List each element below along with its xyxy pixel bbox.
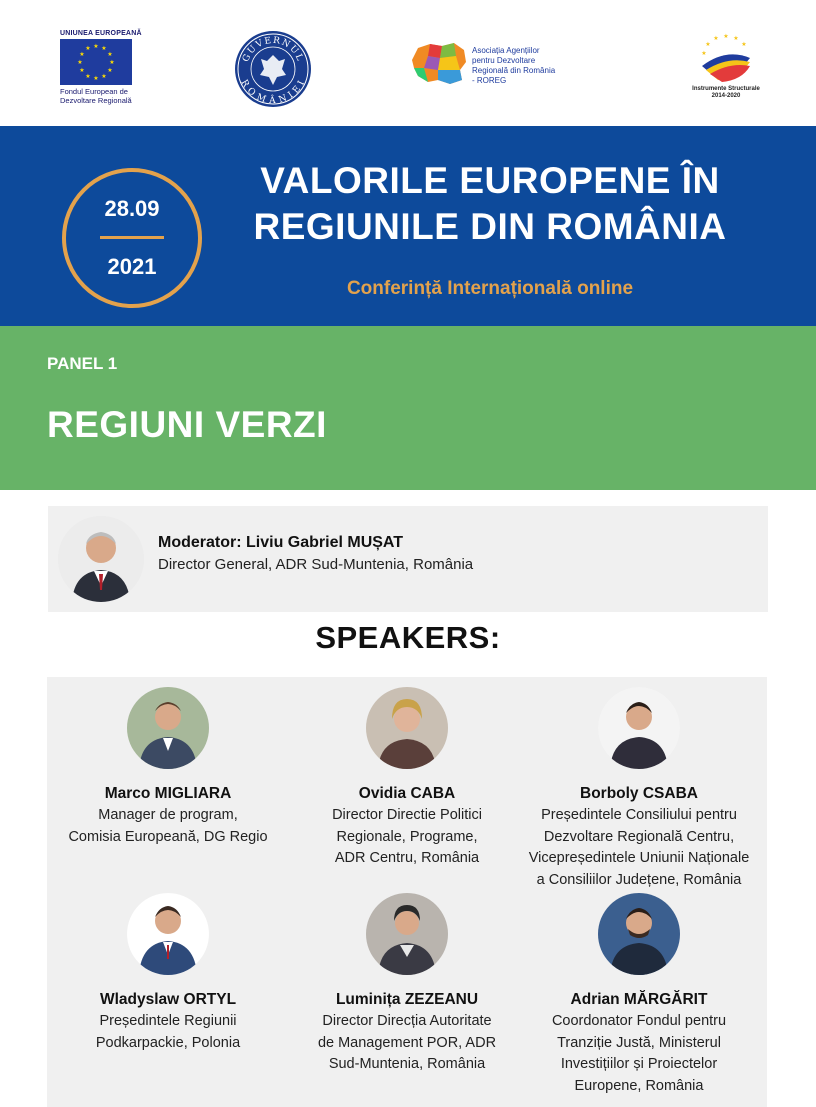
speaker-name: Wladyslaw ORTYL: [99, 991, 237, 1008]
speaker-avatar: [366, 687, 448, 769]
speaker-name: Ovidia CABA: [358, 785, 456, 802]
speaker-name: Adrian MĂRGĂRIT: [570, 991, 708, 1008]
date-badge: [62, 168, 202, 308]
svg-text:★: ★: [705, 41, 711, 48]
eu-logo-sub2: Dezvoltare Regională: [60, 96, 132, 105]
speakers-heading: SPEAKERS:: [315, 620, 501, 655]
svg-text:★: ★: [723, 33, 729, 40]
roreg-logo: [408, 40, 568, 90]
instrumente-structurale-logo: [686, 30, 766, 104]
panel-banner: [0, 326, 816, 490]
speaker-name: Luminița ZEZEANU: [335, 991, 479, 1008]
event-header: [0, 126, 816, 326]
moderator-role: Director General, ADR Sud-Muntenia, România: [158, 556, 474, 573]
panel-name: REGIUNI VERZI: [47, 404, 327, 445]
gov-seal-top: GUVERNUL: [241, 35, 305, 64]
speaker-card: [43, 687, 293, 848]
svg-text:★: ★: [101, 73, 107, 80]
roreg-logo-text: Asociația Agențiilor pentru Dezvoltare Regională din România - ROREG: [472, 46, 556, 85]
svg-text:★: ★: [713, 35, 719, 42]
speaker-avatar: [598, 893, 680, 975]
eu-logo-title: UNIUNEA EUROPEANĂ: [60, 30, 142, 37]
speaker-role: Director Direcția Autoritate de Management POR, ADR Sud-Muntenia, România: [317, 1013, 497, 1072]
romania-map-icon: [408, 40, 470, 86]
svg-text:★: ★: [107, 67, 113, 74]
moderator-avatar: [58, 516, 144, 602]
speaker-avatar: [366, 893, 448, 975]
eu-logo: [60, 30, 140, 110]
eu-flag-icon: [60, 39, 132, 85]
speaker-avatar: [127, 893, 209, 975]
speaker-card: [282, 893, 532, 1076]
speaker-name: Borboly CSABA: [580, 785, 698, 802]
speaker-card: [43, 893, 293, 1054]
date-day-month: 28.09: [104, 196, 160, 221]
speaker-role: Președintele Consiliului pentru Dezvoltare Regională Centru, Vicepreședintele Uniunii Naționale a Consiliilor Județene, România: [528, 807, 750, 888]
logo-bar: [0, 0, 816, 126]
panel-label: PANEL 1: [47, 354, 118, 373]
speaker-role: Coordonator Fondul pentru Tranziție Justă, Ministerul Investițiilor și Proiectelor Europene, România: [551, 1013, 727, 1094]
event-title: [210, 158, 770, 250]
svg-text:★: ★: [85, 73, 91, 80]
svg-text:★: ★: [93, 43, 99, 50]
speaker-card: [514, 687, 764, 891]
event-subtitle: Conferință Internațională online: [346, 278, 634, 299]
date-divider: [100, 236, 164, 239]
speaker-card: [514, 893, 764, 1097]
svg-text:★: ★: [77, 59, 83, 66]
speaker-card: [282, 687, 532, 870]
svg-text:★: ★: [109, 59, 115, 66]
speaker-role: Președintele Regiunii Podkarpackie, Polonia: [95, 1013, 241, 1051]
svg-text:★: ★: [741, 41, 747, 48]
svg-text:★: ★: [733, 35, 739, 42]
date-year: 2021: [107, 254, 157, 279]
svg-text:★: ★: [79, 67, 85, 74]
moderator-card: [48, 506, 768, 612]
event-title-line2: REGIUNILE DIN ROMÂNIA: [253, 206, 727, 247]
svg-text:★: ★: [701, 50, 707, 57]
svg-text:★: ★: [107, 51, 113, 58]
eu-logo-sub1: Fondul European de: [60, 87, 128, 96]
event-title-line1: VALORILE EUROPENE ÎN: [260, 160, 720, 201]
instrumente-text: Instrumente Structurale 2014-2020: [692, 86, 760, 99]
gov-seal-bottom: ROMÂNIEI: [238, 78, 308, 107]
speaker-avatar: [598, 687, 680, 769]
svg-text:★: ★: [101, 45, 107, 52]
speaker-avatar: [127, 687, 209, 769]
svg-text:★: ★: [93, 75, 99, 82]
structural-instruments-icon: [686, 30, 766, 86]
speaker-role: Director Directie Politici Regionale, Programe, ADR Centru, România: [332, 807, 482, 866]
speaker-name: Marco MIGLIARA: [104, 785, 232, 802]
speakers-grid: [47, 677, 767, 1107]
svg-text:★: ★: [85, 45, 91, 52]
government-seal-logo: [233, 29, 313, 109]
svg-text:★: ★: [79, 51, 85, 58]
speaker-role: Manager de program, Comisia Europeană, DG Regio: [68, 807, 268, 845]
moderator-name: Moderator: Liviu Gabriel MUȘAT: [158, 534, 404, 551]
